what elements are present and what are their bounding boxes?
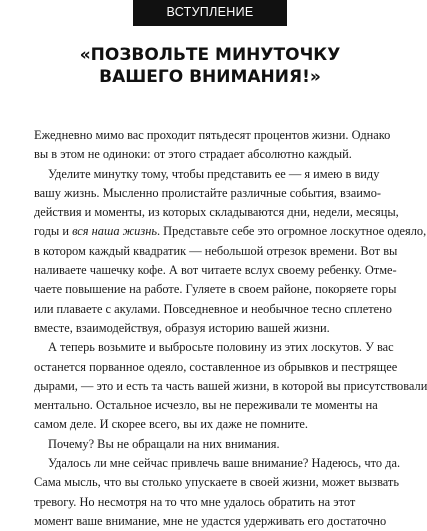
paragraph-line: Удалось ли мне сейчас привлечь ваше внимание? Надеюсь, что да. (48, 456, 401, 471)
chapter-title (40, 44, 380, 88)
paragraph-line: в котором каждый квадратик — небольшой отрезок времени. Вот вы (34, 243, 398, 258)
paragraph-line: Уделите минутку тому, чтобы представить ее — я имею в виду (48, 166, 380, 181)
paragraph-line: вашу жизнь. Мысленно пролистайте различные события, взаимо- (34, 185, 382, 200)
body-text (34, 126, 427, 531)
text-run: годы и (34, 224, 73, 239)
paragraph-line: чаете повышение на работе. Гуляете в своем районе, покоряете горы (34, 282, 397, 297)
paragraph-line: ментально. Остальное исчезло, вы не переживали те моменты на (34, 398, 378, 413)
paragraph-line: или плаваете с акулами. Повседневное и необычное тесно сплетено (34, 301, 392, 316)
paragraph-line: вместе, взаимодействуя, образуя историю вашей жизни. (34, 320, 330, 335)
italic-text-run: вся наша жизнь (72, 224, 157, 239)
paragraph-line: наливаете чашечку кофе. А вот читаете вслух своему ребенку. Отме- (34, 263, 397, 278)
paragraph-line (34, 222, 427, 241)
paragraph-line: момент ваше внимание, мне не удастся удерживать его достаточно (34, 513, 387, 528)
paragraph-line: самом деле. И скорее всего, вы их даже не помните. (34, 417, 309, 432)
paragraph-line: Ежедневно мимо вас проходит пятьдесят процентов жизни. Однако (34, 128, 391, 142)
paragraph-line: дырами, — это и есть та часть вашей жизни, в которой вы присутствовали (34, 378, 427, 393)
paragraph-line: останется порванное одеяло, составленное из обрывков и пестрящее (34, 359, 398, 374)
text-run: . Представьте себе это огромное лоскутное одеяло, (156, 224, 427, 239)
paragraph-line: А теперь возьмите и выбросьте половину из этих лоскутов. У вас (48, 340, 394, 355)
chapter-title-line-1: «ПОЗВОЛЬТЕ МИНУТОЧКУ (79, 45, 341, 65)
paragraph-line: Почему? Вы не обращали на них внимания. (48, 436, 280, 451)
paragraph-line: вы в этом не одиноки: от этого страдает абсолютно каждый. (34, 147, 352, 162)
paragraph-line: действия и моменты, из которых складываются дни, недели, месяцы, (34, 205, 399, 220)
section-header-label: ВСТУПЛЕНИЕ (133, 0, 287, 26)
chapter-title-line-2: ВАШЕГО ВНИМАНИЯ!» (99, 67, 321, 87)
paragraph-line: Сама мысль, что вы столько упускаете в своей жизни, может вызвать (34, 475, 399, 490)
paragraph-line: тревогу. Но несмотря на то что мне удалось обратить на этот (34, 494, 356, 509)
